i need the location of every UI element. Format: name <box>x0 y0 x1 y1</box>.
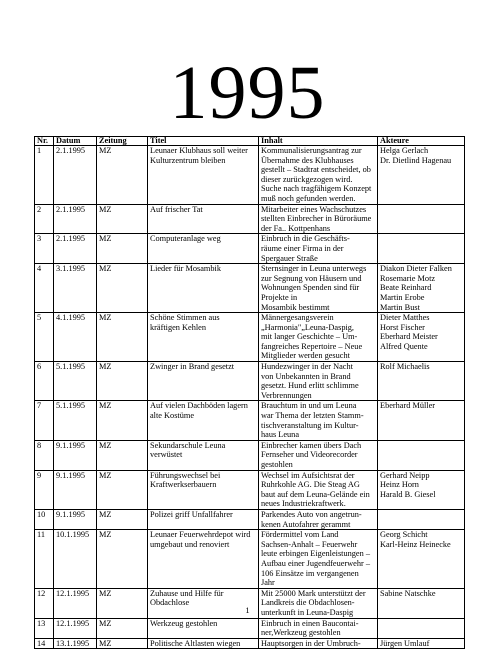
cell-inhalt: Parkendes Auto von angetrun- kenen Autofahrer gerammt <box>259 509 378 529</box>
cell-titel: Politische Altlasten wiegen <box>148 638 259 649</box>
cell-zeitung: MZ <box>97 588 148 618</box>
cell-nr: 6 <box>35 362 54 401</box>
cell-inhalt: Sternsinger in Leuna unterwegs zur Segnung von Häusern und Wohnungen Spenden sind für Projekte in Mosambik bestimmt <box>259 264 378 313</box>
cell-zeitung: MZ <box>97 146 148 205</box>
cell-zeitung: MZ <box>97 509 148 529</box>
cell-datum: 9.1.1995 <box>54 440 97 470</box>
cell-inhalt: Wechsel im Aufsichtsrat der Ruhrkohle AG. Die Steag AG baut auf dem Leuna-Gelände ein neues Industriekraftwerk. <box>259 470 378 509</box>
table-row <box>35 618 465 638</box>
cell-inhalt: Fördermittel vom Land Sachsen-Anhalt – Feuerwehr leute erbingen Eigenleistungen – Aufbau einer Jugendfeuerwehr – 106 Einsätze im vergangenen Jahr <box>259 530 378 589</box>
cell-akteure: Dieter Matthes Horst Fischer Eberhard Meister Alfred Quente <box>378 313 465 362</box>
cell-titel: Leunaer Klubhaus soll weiter Kulturzentrum bleiben <box>148 146 259 205</box>
cell-inhalt: Hauptsorgen in der Umbruch- <box>259 638 378 649</box>
cell-zeitung: MZ <box>97 264 148 313</box>
cell-titel: Lieder für Mosambik <box>148 264 259 313</box>
cell-nr: 2 <box>35 204 54 234</box>
cell-akteure: Helga Gerlach Dr. Dietlind Hagenau <box>378 146 465 205</box>
cell-zeitung: MZ <box>97 204 148 234</box>
table-header-row <box>35 137 465 146</box>
cell-nr: 8 <box>35 440 54 470</box>
cell-inhalt: Hundezwinger in der Nacht von Unbekannten in Brand gesetzt. Hund erlitt schlimme Verbrennungen <box>259 362 378 401</box>
cell-inhalt: Einbrecher kamen übers Dach Fernseher und Videorecorder gestohlen <box>259 440 378 470</box>
table-body <box>35 146 465 649</box>
cell-inhalt: Männergesangsverein „Harmonia"„Leuna-Daspig, mit langer Geschichte – Um- fangreiches Repertoire – Neue Mitglieder werden gesucht <box>259 313 378 362</box>
cell-zeitung: MZ <box>97 530 148 589</box>
cell-akteure <box>378 509 465 529</box>
cell-zeitung: MZ <box>97 401 148 440</box>
cell-inhalt: Einbruch in die Geschäfts- räume einer Firma in der Spergauer Straße <box>259 234 378 264</box>
table-row <box>35 470 465 509</box>
cell-zeitung: MZ <box>97 618 148 638</box>
cell-titel: Zuhause und Hilfe für Obdachlose <box>148 588 259 618</box>
column-header-nr: Nr. <box>35 137 54 146</box>
cell-titel: Leunaer Feuerwehrdepot wird umgebaut und renoviert <box>148 530 259 589</box>
cell-titel: Computeranlage weg <box>148 234 259 264</box>
column-header-inhalt: Inhalt <box>259 137 378 146</box>
cell-akteure <box>378 204 465 234</box>
cell-akteure: Sabine Natschke <box>378 588 465 618</box>
cell-akteure <box>378 234 465 264</box>
cell-nr: 4 <box>35 264 54 313</box>
column-header-datum: Datum <box>54 137 97 146</box>
cell-nr: 1 <box>35 146 54 205</box>
cell-zeitung: MZ <box>97 362 148 401</box>
cell-zeitung: MZ <box>97 440 148 470</box>
cell-titel: Auf frischer Tat <box>148 204 259 234</box>
cell-inhalt: Einbruch in einen Baucontai- ner,Werkzeug gestohlen <box>259 618 378 638</box>
cell-akteure: Eberhard Müller <box>378 401 465 440</box>
column-header-titel: Titel <box>148 137 259 146</box>
cell-datum: 2.1.1995 <box>54 234 97 264</box>
cell-nr: 9 <box>35 470 54 509</box>
cell-datum: 9.1.1995 <box>54 470 97 509</box>
page-title: 1995 <box>169 51 326 135</box>
table-row <box>35 530 465 589</box>
cell-titel: Werkzeug gestohlen <box>148 618 259 638</box>
cell-datum: 5.1.1995 <box>54 362 97 401</box>
cell-nr: 12 <box>35 588 54 618</box>
chronicle-table <box>34 136 465 649</box>
cell-nr: 3 <box>35 234 54 264</box>
cell-datum: 12.1.1995 <box>54 618 97 638</box>
table-row <box>35 264 465 313</box>
cell-titel: Schöne Stimmen aus kräftigen Kehlen <box>148 313 259 362</box>
cell-akteure <box>378 618 465 638</box>
cell-akteure: Georg Schicht Karl-Heinz Heinecke <box>378 530 465 589</box>
cell-datum: 13.1.1995 <box>54 638 97 649</box>
cell-datum: 12.1.1995 <box>54 588 97 618</box>
cell-datum: 4.1.1995 <box>54 313 97 362</box>
cell-akteure: Gerhard Neipp Heinz Horn Harald B. Giesel <box>378 470 465 509</box>
cell-datum: 10.1.1995 <box>54 530 97 589</box>
cell-datum: 3.1.1995 <box>54 264 97 313</box>
cell-titel: Auf vielen Dachböden lagern alte Kostüme <box>148 401 259 440</box>
cell-zeitung: MZ <box>97 234 148 264</box>
cell-zeitung: MZ <box>97 470 148 509</box>
cell-titel: Zwinger in Brand gesetzt <box>148 362 259 401</box>
column-header-zeitung: Zeitung <box>97 137 148 146</box>
cell-datum: 2.1.1995 <box>54 204 97 234</box>
table-row <box>35 146 465 205</box>
cell-akteure: Diakon Dieter Falken Rosemarie Motz Beate Reinhard Martin Erobe Martin Bust <box>378 264 465 313</box>
table-row <box>35 234 465 264</box>
cell-inhalt: Mitarbeiter eines Wachschutzes stellten Einbrecher in Büroräume der Fa.. Kottpenhans <box>259 204 378 234</box>
cell-nr: 11 <box>35 530 54 589</box>
table-row <box>35 509 465 529</box>
page-number: 1 <box>245 605 250 615</box>
cell-titel: Sekundarschule Leuna verwüstet <box>148 440 259 470</box>
cell-nr: 14 <box>35 638 54 649</box>
table-row <box>35 362 465 401</box>
cell-datum: 9.1.1995 <box>54 509 97 529</box>
cell-nr: 13 <box>35 618 54 638</box>
cell-datum: 2.1.1995 <box>54 146 97 205</box>
table-row <box>35 401 465 440</box>
cell-inhalt: Brauchtum in und um Leuna war Thema der letzten Stamm- tischveranstaltung im Kultur- haus Leuna <box>259 401 378 440</box>
cell-inhalt: Kommunalisierungsantrag zur Übernahme des Klubhauses gestellt – Stadtrat entscheidet, ob dieser zurückgezogen wird. Suche nach tragfähigem Konzept muß noch gefunden werden. <box>259 146 378 205</box>
cell-akteure <box>378 440 465 470</box>
cell-nr: 10 <box>35 509 54 529</box>
column-header-akteure: Akteure <box>378 137 465 146</box>
cell-nr: 5 <box>35 313 54 362</box>
table-row <box>35 204 465 234</box>
cell-zeitung: MZ <box>97 638 148 649</box>
cell-nr: 7 <box>35 401 54 440</box>
cell-zeitung: MZ <box>97 313 148 362</box>
cell-akteure: Jürgen Umlauf <box>378 638 465 649</box>
cell-titel: Polizei griff Unfallfahrer <box>148 509 259 529</box>
cell-datum: 5.1.1995 <box>54 401 97 440</box>
cell-inhalt: Mit 25000 Mark unterstützt der Landkreis die Obdachlosen- unterkunft in Leuna-Daspig <box>259 588 378 618</box>
cell-titel: Führungswechsel bei Kraftwerkserbauern <box>148 470 259 509</box>
table-row <box>35 440 465 470</box>
table-row <box>35 313 465 362</box>
cell-akteure: Rolf Michaelis <box>378 362 465 401</box>
